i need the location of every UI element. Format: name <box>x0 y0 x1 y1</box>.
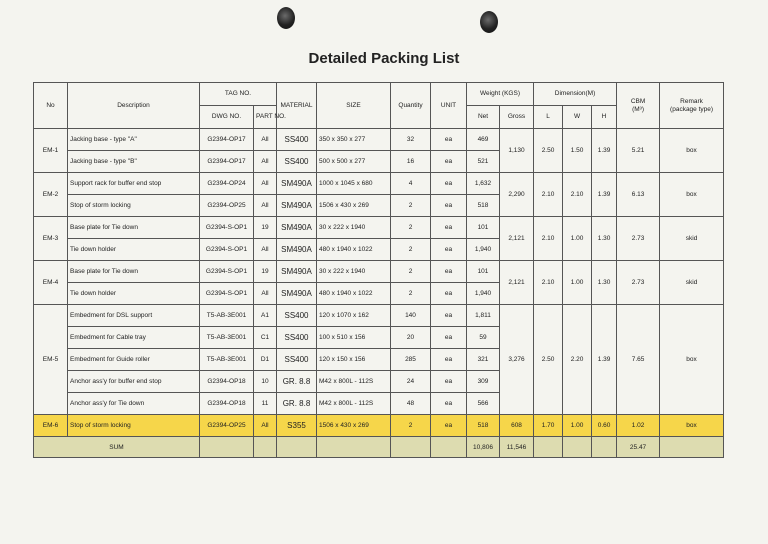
item-quantity: 24 <box>391 371 431 393</box>
item-unit: ea <box>431 129 467 151</box>
item-part-no: C1 <box>254 327 277 349</box>
item-quantity: 2 <box>391 195 431 217</box>
remark-label: Remark <box>680 97 703 105</box>
item-material: SS400 <box>277 151 317 173</box>
punch-hole-left <box>277 7 295 29</box>
col-header-part-no: PART NO. <box>254 106 277 129</box>
group-remark: box <box>660 415 724 437</box>
item-material: SS400 <box>277 305 317 327</box>
item-size: 120 x 1070 x 162 <box>317 305 391 327</box>
item-description: Jacking base - type "B" <box>68 151 200 173</box>
item-material: SM490A <box>277 239 317 261</box>
group-cbm: 5.21 <box>617 129 660 173</box>
item-dwg-no: G2394-OP25 <box>200 195 254 217</box>
item-size: 30 x 222 x 1940 <box>317 217 391 239</box>
item-material: SM490A <box>277 217 317 239</box>
group-length: 2.10 <box>534 261 563 305</box>
group-no: EM-2 <box>34 173 68 217</box>
item-part-no: All <box>254 173 277 195</box>
col-header-h: H <box>592 106 617 129</box>
item-quantity: 20 <box>391 327 431 349</box>
col-header-weight: Weight (KGS) <box>467 83 534 106</box>
group-cbm: 6.13 <box>617 173 660 217</box>
item-material: SM490A <box>277 283 317 305</box>
col-header-dimension: Dimension(M) <box>534 83 617 106</box>
item-quantity: 2 <box>391 283 431 305</box>
sum-empty-cell <box>431 437 467 458</box>
item-size: 480 x 1940 x 1022 <box>317 283 391 305</box>
item-quantity: 2 <box>391 217 431 239</box>
sum-cbm: 25.47 <box>617 437 660 458</box>
item-quantity: 2 <box>391 261 431 283</box>
group-width: 1.00 <box>563 261 592 305</box>
col-header-net: Net <box>467 106 500 129</box>
group-gross-weight: 1,130 <box>500 129 534 173</box>
group-remark: box <box>660 173 724 217</box>
group-remark: box <box>660 305 724 415</box>
sum-empty-cell <box>391 437 431 458</box>
sum-empty-cell <box>660 437 724 458</box>
item-size: 1000 x 1045 x 680 <box>317 173 391 195</box>
item-size: 30 x 222 x 1940 <box>317 261 391 283</box>
packing-list-table <box>33 82 724 458</box>
item-dwg-no: T5-AB-3E001 <box>200 349 254 371</box>
item-description: Tie down holder <box>68 239 200 261</box>
item-dwg-no: T5-AB-3E001 <box>200 327 254 349</box>
item-unit: ea <box>431 217 467 239</box>
group-height: 1.39 <box>592 173 617 217</box>
group-height: 0.60 <box>592 415 617 437</box>
item-material: SM490A <box>277 173 317 195</box>
cbm-label: CBM <box>630 97 646 105</box>
item-net-weight: 566 <box>467 393 500 415</box>
group-height: 1.30 <box>592 261 617 305</box>
item-quantity: 32 <box>391 129 431 151</box>
sum-empty-cell <box>592 437 617 458</box>
item-description: Anchor ass'y for buffer end stop <box>68 371 200 393</box>
item-size: M42 x 800L - 112S <box>317 371 391 393</box>
item-net-weight: 469 <box>467 129 500 151</box>
group-remark: skid <box>660 261 724 305</box>
item-material: GR. 8.8 <box>277 393 317 415</box>
item-unit: ea <box>431 305 467 327</box>
item-dwg-no: G2394-S-OP1 <box>200 217 254 239</box>
item-net-weight: 1,940 <box>467 239 500 261</box>
item-net-weight: 101 <box>467 261 500 283</box>
item-description: Embedment for Cable tray <box>68 327 200 349</box>
item-net-weight: 521 <box>467 151 500 173</box>
sum-empty-cell <box>317 437 391 458</box>
group-gross-weight: 2,121 <box>500 261 534 305</box>
item-quantity: 16 <box>391 151 431 173</box>
item-material: SS400 <box>277 129 317 151</box>
item-part-no: 19 <box>254 217 277 239</box>
item-unit: ea <box>431 195 467 217</box>
item-description: Base plate for Tie down <box>68 217 200 239</box>
sum-empty-cell <box>254 437 277 458</box>
item-size: 100 x 510 x 156 <box>317 327 391 349</box>
item-part-no: All <box>254 195 277 217</box>
item-dwg-no: T5-AB-3E001 <box>200 305 254 327</box>
header-row-1 <box>34 83 724 106</box>
group-height: 1.39 <box>592 305 617 415</box>
item-net-weight: 101 <box>467 217 500 239</box>
item-part-no: All <box>254 239 277 261</box>
group-height: 1.39 <box>592 129 617 173</box>
group-cbm: 7.65 <box>617 305 660 415</box>
group-no: EM-1 <box>34 129 68 173</box>
item-quantity: 4 <box>391 173 431 195</box>
col-header-w: W <box>563 106 592 129</box>
group-gross-weight: 608 <box>500 415 534 437</box>
item-unit: ea <box>431 239 467 261</box>
item-unit: ea <box>431 371 467 393</box>
group-length: 2.50 <box>534 129 563 173</box>
sum-gross: 11,546 <box>500 437 534 458</box>
item-dwg-no: G2394-OP17 <box>200 129 254 151</box>
group-length: 2.10 <box>534 217 563 261</box>
group-remark: box <box>660 129 724 173</box>
item-size: 120 x 150 x 156 <box>317 349 391 371</box>
item-unit: ea <box>431 393 467 415</box>
col-header-l: L <box>534 106 563 129</box>
item-description: Stop of storm locking <box>68 195 200 217</box>
item-description: Jacking base - type "A" <box>68 129 200 151</box>
group-cbm: 2.73 <box>617 261 660 305</box>
item-quantity: 140 <box>391 305 431 327</box>
item-description: Support rack for buffer end stop <box>68 173 200 195</box>
item-part-no: 10 <box>254 371 277 393</box>
item-part-no: A1 <box>254 305 277 327</box>
item-dwg-no: G2394-OP17 <box>200 151 254 173</box>
item-size: 350 x 350 x 277 <box>317 129 391 151</box>
item-unit: ea <box>431 349 467 371</box>
item-dwg-no: G2394-S-OP1 <box>200 283 254 305</box>
item-dwg-no: G2394-S-OP1 <box>200 239 254 261</box>
item-net-weight: 1,632 <box>467 173 500 195</box>
col-header-quantity: Quantity <box>391 83 431 129</box>
table-row <box>34 217 724 239</box>
item-net-weight: 321 <box>467 349 500 371</box>
item-net-weight: 1,811 <box>467 305 500 327</box>
table-row <box>34 415 724 437</box>
item-size: M42 x 800L - 112S <box>317 393 391 415</box>
table-row <box>34 173 724 195</box>
sum-row <box>34 437 724 458</box>
item-description: Embedment for DSL support <box>68 305 200 327</box>
group-width: 2.20 <box>563 305 592 415</box>
item-dwg-no: G2394-S-OP1 <box>200 261 254 283</box>
group-width: 2.10 <box>563 173 592 217</box>
group-height: 1.30 <box>592 217 617 261</box>
col-header-remark <box>660 83 724 129</box>
item-net-weight: 59 <box>467 327 500 349</box>
item-description: Stop of storm locking <box>68 415 200 437</box>
item-description: Base plate for Tie down <box>68 261 200 283</box>
group-cbm: 2.73 <box>617 217 660 261</box>
item-material: SM490A <box>277 261 317 283</box>
item-description: Embedment for Guide roller <box>68 349 200 371</box>
group-length: 2.50 <box>534 305 563 415</box>
item-unit: ea <box>431 327 467 349</box>
page-title: Detailed Packing List <box>308 50 460 67</box>
item-dwg-no: G2394-OP24 <box>200 173 254 195</box>
item-material: SM490A <box>277 195 317 217</box>
item-net-weight: 1,940 <box>467 283 500 305</box>
item-quantity: 285 <box>391 349 431 371</box>
group-width: 1.50 <box>563 129 592 173</box>
item-unit: ea <box>431 173 467 195</box>
table-row <box>34 129 724 151</box>
punch-hole-right <box>480 11 498 33</box>
item-unit: ea <box>431 415 467 437</box>
item-size: 1506 x 430 x 269 <box>317 195 391 217</box>
item-size: 500 x 500 x 277 <box>317 151 391 173</box>
group-no: EM-5 <box>34 305 68 415</box>
cbm-unit: (M³) <box>632 105 644 113</box>
col-header-material: MATERIAL <box>277 83 317 129</box>
item-quantity: 2 <box>391 415 431 437</box>
group-gross-weight: 3,276 <box>500 305 534 415</box>
col-header-no: No <box>34 83 68 129</box>
item-dwg-no: G2394-OP18 <box>200 371 254 393</box>
group-no: EM-3 <box>34 217 68 261</box>
item-material: GR. 8.8 <box>277 371 317 393</box>
item-dwg-no: G2394-OP18 <box>200 393 254 415</box>
group-remark: skid <box>660 217 724 261</box>
col-header-cbm <box>617 83 660 129</box>
table-row <box>34 305 724 327</box>
sum-net: 10,806 <box>467 437 500 458</box>
item-part-no: All <box>254 129 277 151</box>
group-gross-weight: 2,121 <box>500 217 534 261</box>
item-part-no: All <box>254 151 277 173</box>
sum-empty-cell <box>534 437 563 458</box>
item-part-no: D1 <box>254 349 277 371</box>
sum-empty-cell <box>277 437 317 458</box>
item-part-no: All <box>254 415 277 437</box>
item-unit: ea <box>431 151 467 173</box>
group-cbm: 1.02 <box>617 415 660 437</box>
item-dwg-no: G2394-OP25 <box>200 415 254 437</box>
group-width: 1.00 <box>563 217 592 261</box>
item-net-weight: 309 <box>467 371 500 393</box>
item-size: 480 x 1940 x 1022 <box>317 239 391 261</box>
group-no: EM-6 <box>34 415 68 437</box>
group-length: 1.70 <box>534 415 563 437</box>
group-gross-weight: 2,290 <box>500 173 534 217</box>
item-size: 1506 x 430 x 269 <box>317 415 391 437</box>
item-net-weight: 518 <box>467 415 500 437</box>
sum-label: SUM <box>34 437 200 458</box>
col-header-gross: Gross <box>500 106 534 129</box>
item-part-no: 19 <box>254 261 277 283</box>
col-header-description: Description <box>68 83 200 129</box>
item-quantity: 48 <box>391 393 431 415</box>
item-part-no: All <box>254 283 277 305</box>
group-no: EM-4 <box>34 261 68 305</box>
item-unit: ea <box>431 283 467 305</box>
item-material: S355 <box>277 415 317 437</box>
item-description: Tie down holder <box>68 283 200 305</box>
item-quantity: 2 <box>391 239 431 261</box>
item-material: SS400 <box>277 349 317 371</box>
remark-sub: (package type) <box>670 105 714 113</box>
col-header-dwg-no: DWG NO. <box>200 106 254 129</box>
sum-empty-cell <box>200 437 254 458</box>
item-net-weight: 518 <box>467 195 500 217</box>
item-description: Anchor ass'y for Tie down <box>68 393 200 415</box>
col-header-size: SIZE <box>317 83 391 129</box>
group-width: 1.00 <box>563 415 592 437</box>
col-header-tag-no: TAG NO. <box>200 83 277 106</box>
sum-empty-cell <box>563 437 592 458</box>
item-unit: ea <box>431 261 467 283</box>
table-row <box>34 261 724 283</box>
item-part-no: 11 <box>254 393 277 415</box>
item-material: SS400 <box>277 327 317 349</box>
col-header-unit: UNIT <box>431 83 467 129</box>
group-length: 2.10 <box>534 173 563 217</box>
